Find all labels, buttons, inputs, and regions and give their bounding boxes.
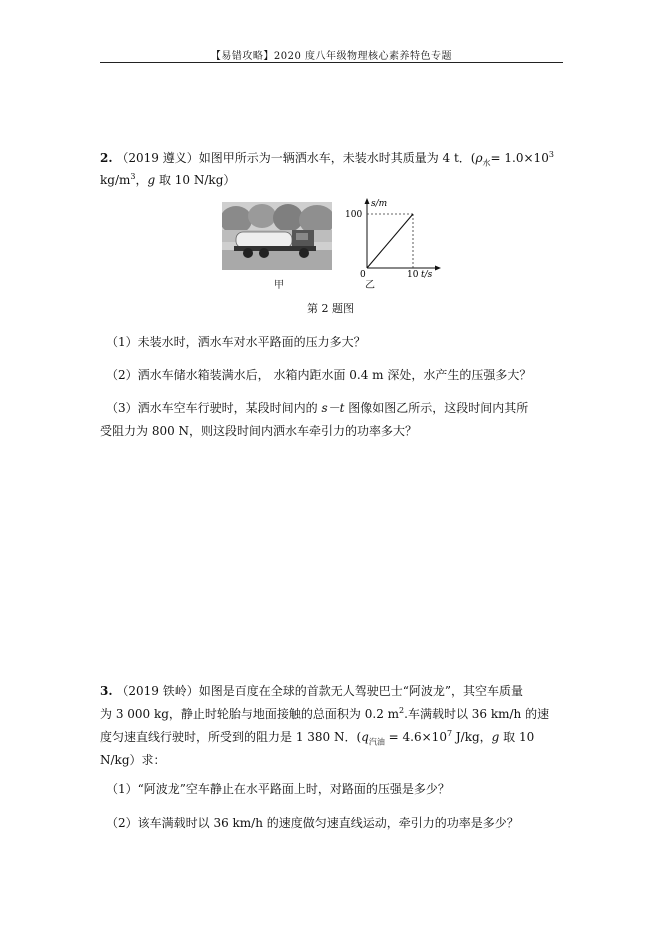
q2-line1	[100, 150, 554, 166]
s-t-line	[367, 214, 413, 268]
figure-caption: 第 2 题图	[307, 302, 354, 315]
q2-sub3-line2: 受阻力为 800 N，则这段时间内洒水车牵引力的功率多大？	[100, 424, 418, 438]
q3-line2-a: 为 3 000 kg，静止时轮胎与地面接触的总面积为 0.2 m	[100, 707, 400, 721]
q2-density-value: = 1.0×10	[490, 151, 549, 165]
q3-line3-d: 取 10	[499, 730, 535, 744]
y-axis-arrow	[365, 198, 370, 204]
page-header: 【易错攻略】2020 度八年级物理核心素养特色专题	[210, 51, 453, 62]
y-tick-label: 100	[345, 210, 363, 220]
q2-rho-sub: 水	[482, 158, 491, 168]
header-rule	[100, 62, 563, 63]
q2-sub3-text-b: 图像如图乙所示，这段时间内其所	[344, 401, 529, 415]
q3-g-symbol: g	[491, 730, 500, 744]
q3-line1	[100, 683, 523, 699]
q3-line3	[100, 729, 534, 745]
water-truck-photo	[222, 202, 332, 270]
q3-line4: N/kg）求：	[100, 753, 166, 767]
q3-number: 3.	[100, 684, 113, 698]
figure-right-label: 乙	[365, 280, 375, 291]
q2-unit: kg/m	[100, 173, 131, 187]
q2-number: 2.	[100, 151, 113, 165]
q2-unit-exp: 3	[130, 172, 136, 181]
q3-heat-exp: 7	[446, 729, 453, 738]
water-truck-illustration	[222, 202, 332, 270]
q2-g-symbol: g	[147, 173, 156, 187]
q2-density-exp: 3	[548, 150, 554, 159]
q3-line3-b: = 4.6×10	[384, 730, 447, 744]
x-tick-label: 10	[407, 270, 419, 280]
q2-sub3-text-a: （3）洒水车空车行驶时，某段时间内的	[106, 401, 322, 415]
q2-line2	[100, 172, 235, 188]
q2-sub3-st: s－t	[321, 401, 345, 415]
q3-line3-a: 度匀速直线行驶时，所受到的阻力是 1 380 N．(	[100, 730, 362, 744]
q3-line3-c: J/kg，	[452, 730, 492, 744]
s-t-graph	[343, 198, 443, 278]
figure-left-label: 甲	[274, 280, 284, 291]
q2-comma: ，	[135, 173, 148, 187]
origin-label: 0	[360, 270, 366, 280]
q2-sub3-line1	[106, 400, 528, 416]
x-axis-label: t/s	[421, 270, 433, 280]
x-axis-arrow	[435, 266, 441, 271]
q3-sub1: （1）“阿波龙”空车静止在水平路面上时，对路面的压强是多少？	[106, 782, 450, 796]
q2-sub1: （1）未装水时，洒水车对水平路面的压力多大？	[106, 335, 366, 349]
y-axis-label: s/m	[371, 199, 388, 209]
q3-q-sub: 汽油	[368, 737, 385, 747]
q2-stem-text: （2019 遵义）如图甲所示为一辆洒水车，未装水时其质量为 4 t．(	[116, 151, 476, 165]
q2-g-value: 取 10 N/kg）	[155, 173, 236, 187]
q3-line2	[100, 706, 549, 722]
q2-rho: ρ	[475, 151, 483, 165]
q2-sub2: （2）洒水车储水箱装满水后， 水箱内距水面 0.4 m 深处，水产生的压强多大？	[106, 368, 532, 382]
q3-stem-text: （2019 铁岭）如图是百度在全球的首款无人驾驶巴士“阿波龙”，其空车质量	[116, 684, 523, 698]
q3-q-symbol: q	[361, 730, 369, 744]
q3-area-exp: 2	[399, 706, 405, 715]
q3-line2-b: .车满载时以 36 km/h 的速	[404, 707, 550, 721]
q3-sub2: （2）该车满载时以 36 km/h 的速度做匀速直线运动，牵引力的功率是多少？	[106, 816, 519, 830]
